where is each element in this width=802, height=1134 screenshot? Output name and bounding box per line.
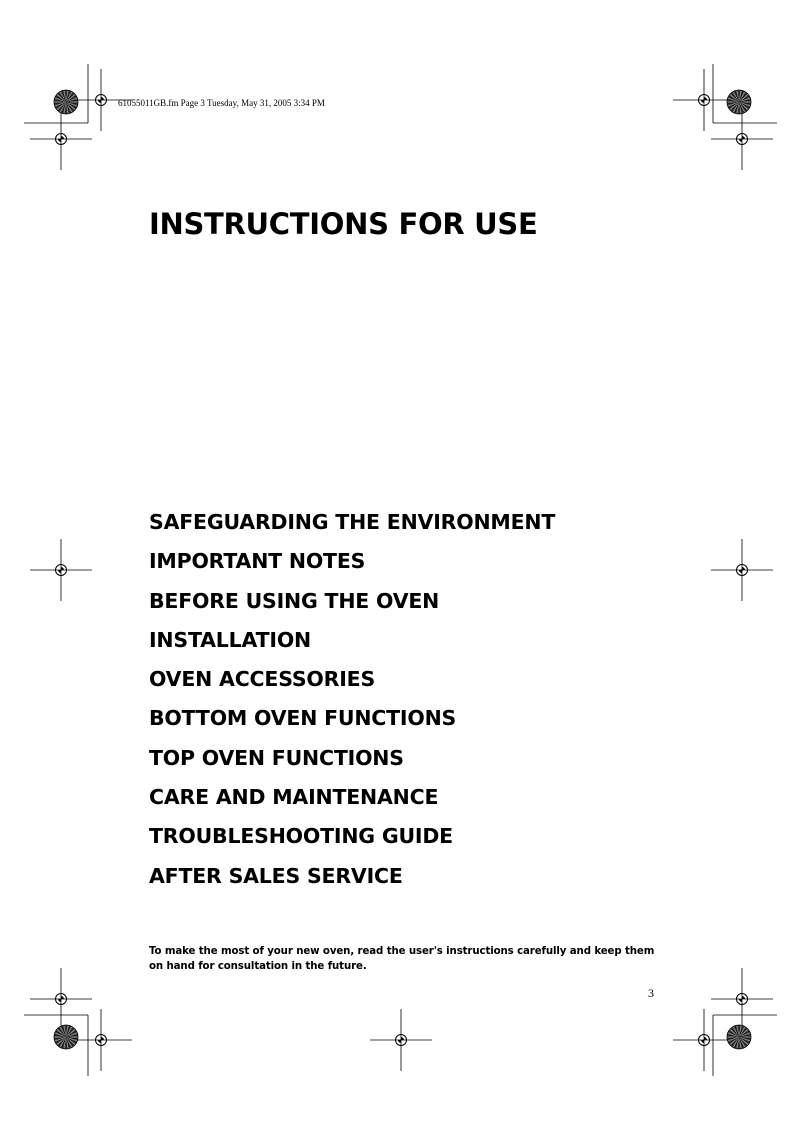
contents-item: INSTALLATION [149, 627, 312, 652]
crosshair-registration-icon [711, 539, 773, 601]
contents-item: CARE AND MAINTENANCE [149, 785, 439, 810]
crosshair-registration-icon [30, 108, 92, 170]
starburst-color-target-icon [727, 90, 751, 114]
crosshair-registration-icon [30, 539, 92, 601]
contents-item: IMPORTANT NOTES [149, 549, 366, 574]
crosshair-registration-icon [370, 1009, 432, 1071]
contents-item: SAFEGUARDING THE ENVIRONMENT [149, 510, 556, 534]
contents-item: BOTTOM OVEN FUNCTIONS [149, 706, 457, 731]
crosshair-registration-icon [70, 1009, 132, 1071]
page-title: INSTRUCTIONS FOR USE [149, 207, 538, 241]
starburst-color-target-icon [54, 90, 78, 114]
usage-note: To make the most of your new oven, read the user's instructions carefully and keep them on hand for consultation in the future. [149, 946, 655, 972]
crosshair-registration-icon [711, 108, 773, 170]
page-number: 3 [648, 986, 654, 1000]
contents-list [149, 508, 555, 901]
contents-item: BEFORE USING THE OVEN [149, 588, 440, 613]
starburst-color-target-icon [727, 1025, 751, 1049]
contents-item: AFTER SALES SERVICE [149, 863, 403, 888]
contents-item: OVEN ACCESSORIES [149, 667, 376, 692]
file-stamp: 61055011GB.fm Page 3 Tuesday, May 31, 2005 3:34 PM [118, 98, 325, 108]
starburst-color-target-icon [54, 1025, 78, 1049]
contents-item: TOP OVEN FUNCTIONS [149, 745, 404, 770]
crosshair-registration-icon [30, 968, 92, 1030]
crosshair-registration-icon [711, 968, 773, 1030]
crosshair-registration-icon [673, 1009, 735, 1071]
contents-item: TROUBLESHOOTING GUIDE [149, 824, 453, 849]
crosshair-registration-icon [673, 69, 735, 131]
